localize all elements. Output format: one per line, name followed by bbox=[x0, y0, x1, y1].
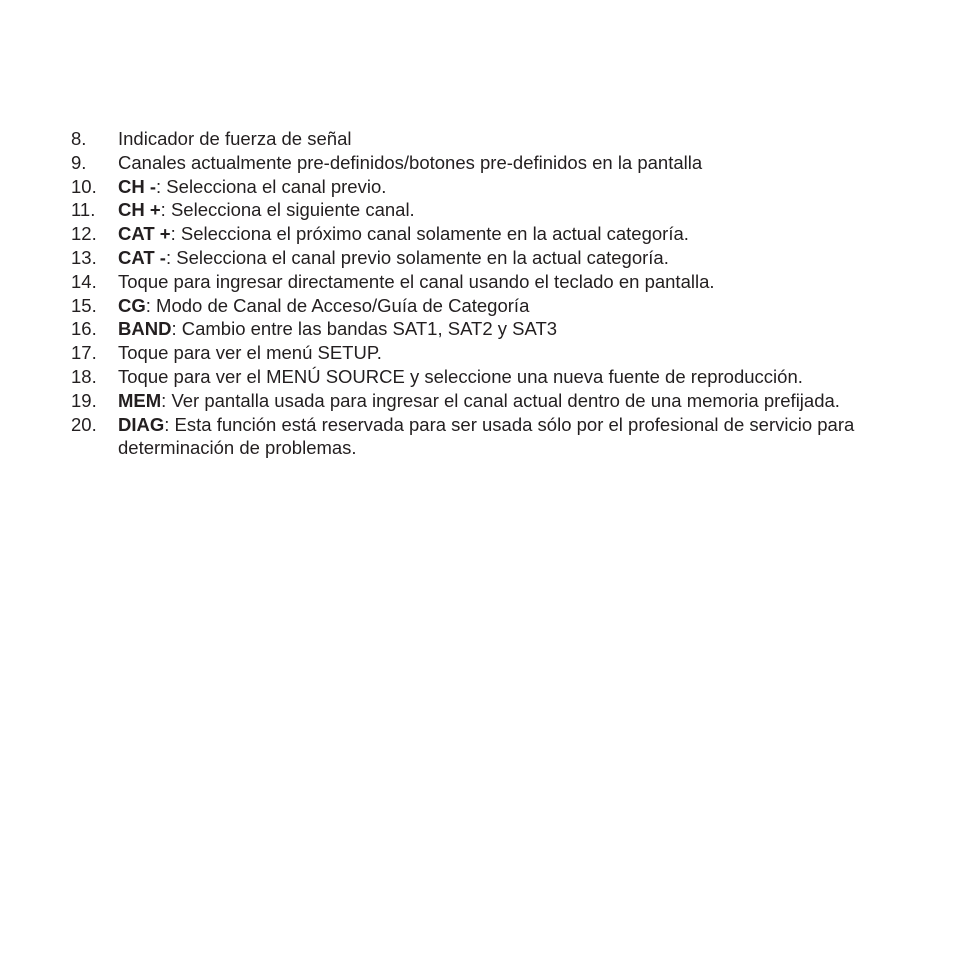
list-item-15 bbox=[71, 294, 891, 318]
item-term: CG bbox=[118, 294, 146, 316]
item-text: : Selecciona el canal previo solamente en la actual categoría. bbox=[165, 246, 669, 268]
item-text: : Ver pantalla usada para ingresar el canal actual dentro de una memoria prefijada. bbox=[161, 389, 840, 411]
list-item-14 bbox=[71, 270, 891, 294]
item-body bbox=[118, 413, 891, 461]
item-number: 10. bbox=[71, 175, 97, 197]
item-text: : Selecciona el siguiente canal. bbox=[160, 199, 415, 221]
item-text: Indicador de fuerza de señal bbox=[118, 128, 352, 149]
item-term: BAND bbox=[118, 318, 172, 340]
item-text: : Cambio entre las bandas SAT1, SAT2 y SAT3 bbox=[171, 318, 558, 340]
list-item-9 bbox=[71, 151, 891, 175]
item-text: : Esta función está reservada para ser usada sólo por el profesional de servicio para determinación de problemas. bbox=[118, 413, 855, 459]
item-body bbox=[118, 294, 891, 318]
item-number: 18. bbox=[71, 365, 97, 387]
item-body bbox=[118, 317, 891, 341]
list-item-20 bbox=[71, 413, 891, 461]
item-number: 8. bbox=[71, 128, 87, 149]
list-item-17 bbox=[71, 341, 891, 365]
item-body bbox=[118, 198, 891, 222]
item-term: MEM bbox=[118, 389, 162, 411]
list-item-8 bbox=[71, 127, 891, 151]
item-term: CH + bbox=[118, 199, 161, 221]
item-body bbox=[118, 389, 891, 413]
item-body bbox=[118, 246, 891, 270]
list-item-16 bbox=[71, 317, 891, 341]
item-number: 15. bbox=[71, 294, 97, 316]
list-item-12 bbox=[71, 222, 891, 246]
item-text: : Modo de Canal de Acceso/Guía de Categoría bbox=[145, 294, 530, 316]
item-number: 11. bbox=[71, 199, 96, 221]
item-number: 17. bbox=[71, 342, 97, 364]
item-text: Toque para ingresar directamente el canal usando el teclado en pantalla. bbox=[118, 270, 715, 292]
item-term: CAT + bbox=[118, 223, 171, 245]
item-number: 14. bbox=[71, 270, 97, 292]
item-body bbox=[118, 222, 891, 246]
item-number: 20. bbox=[71, 413, 97, 435]
list-item-19 bbox=[71, 389, 891, 413]
item-text: : Selecciona el canal previo. bbox=[156, 175, 387, 197]
list-item-13 bbox=[71, 246, 891, 270]
item-text: Toque para ver el menú SETUP. bbox=[118, 342, 382, 364]
item-text: : Selecciona el próximo canal solamente en la actual categoría. bbox=[170, 223, 689, 245]
item-term: DIAG bbox=[118, 413, 165, 435]
list-item-10 bbox=[71, 175, 891, 199]
item-number: 9. bbox=[71, 151, 87, 173]
item-number: 12. bbox=[71, 223, 97, 245]
item-body bbox=[118, 175, 891, 199]
numbered-list bbox=[71, 127, 891, 460]
list-item-11 bbox=[71, 198, 891, 222]
item-term: CAT - bbox=[118, 246, 166, 268]
item-text: Toque para ver el MENÚ SOURCE y seleccione una nueva fuente de reproducción. bbox=[118, 365, 803, 387]
item-number: 13. bbox=[71, 246, 97, 268]
item-number: 19. bbox=[71, 389, 97, 411]
list-item-18 bbox=[71, 365, 891, 389]
item-number: 16. bbox=[71, 318, 97, 340]
item-text: Canales actualmente pre-definidos/botones pre-definidos en la pantalla bbox=[118, 151, 703, 173]
item-term: CH - bbox=[118, 175, 157, 197]
